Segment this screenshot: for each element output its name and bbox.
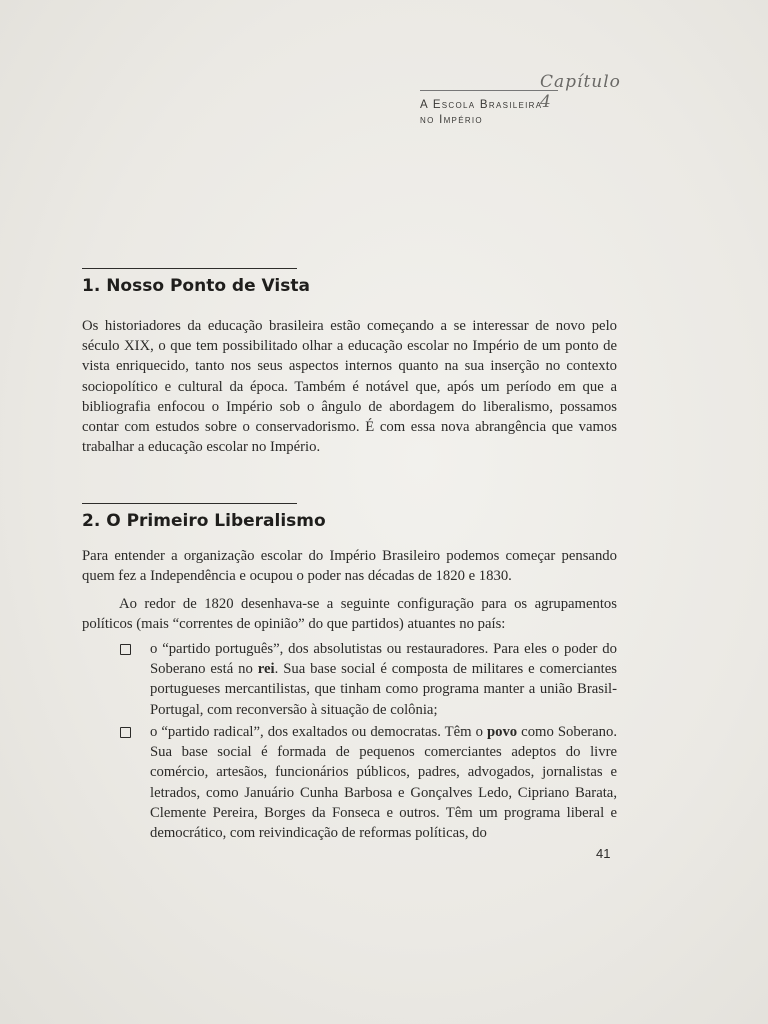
section-2-paragraph-1: Para entender a organização escolar do Império Brasileiro podemos começar pensando quem fez a Independência e ocupou o poder nas décadas de 1820 e 1830. [82, 548, 617, 585]
bullet-text: o “partido radical”, dos exaltados ou democratas. Têm o povo como Soberano. Sua base social é formada de pequenos comerciantes adeptos do livre comércio, artesãos, funcionários públicos, padres, advogados, jornalistas e letrados, como Januário Cunha Barbosa e Gonçalves Ledo, Cipriano Barata, Clemente Pereira, Borges da Fonseca e outros. Têm um programa liberal e democrático, com reivindicação de reformas políticas, do [150, 724, 617, 842]
running-head-rule [420, 90, 558, 91]
checkbox-bullet-icon [120, 644, 131, 655]
section-2-heading: 2. O Primeiro Liberalismo [82, 511, 326, 531]
running-head-line-2: no Império [420, 114, 483, 126]
bold-term: rei [257, 661, 275, 678]
page-number: 41 [596, 846, 611, 861]
section-2-paragraph-2: Ao redor de 1820 desenhava-se a seguinte configuração para os agrupamentos políticos (mais “correntes de opinião” do que partidos) atuantes no país: [82, 596, 617, 633]
section-1-heading: 1. Nosso Ponto de Vista [82, 276, 310, 296]
running-head-line-1: A Escola Brasileira [420, 99, 543, 111]
section-1-paragraph: Os historiadores da educação brasileira estão começando a se interessar de novo pelo século XIX, o que tem possibilitado olhar a educação escolar no Império de um ponto de vista enriquecido, tanto nos seus aspectos internos quanto na sua inserção no contexto sociopolítico e cultural da época. Também é notável que, após um período em que a bibliografia enfocou o Império sob o ângulo de abordagem do liberalismo, possamos contar com estudos sobre o conservadorismo. É com essa nova abrangência que vamos trabalhar a educação escolar no Império. [82, 318, 617, 456]
bullet-text: o “partido português”, dos absolutistas ou restauradores. Para eles o poder do Soberano está no rei. Sua base social é composta de militares e comerciantes portugueses mercantilistas, que tinham como programa manter a união Brasil-Portugal, com reconversão à situação de colônia; [150, 641, 617, 718]
section-2-rule [82, 503, 297, 504]
bold-term: povo [486, 724, 518, 740]
chapter-label: Capítulo 4 [540, 72, 621, 112]
checkbox-bullet-icon [120, 727, 131, 738]
section-1-rule [82, 268, 297, 269]
